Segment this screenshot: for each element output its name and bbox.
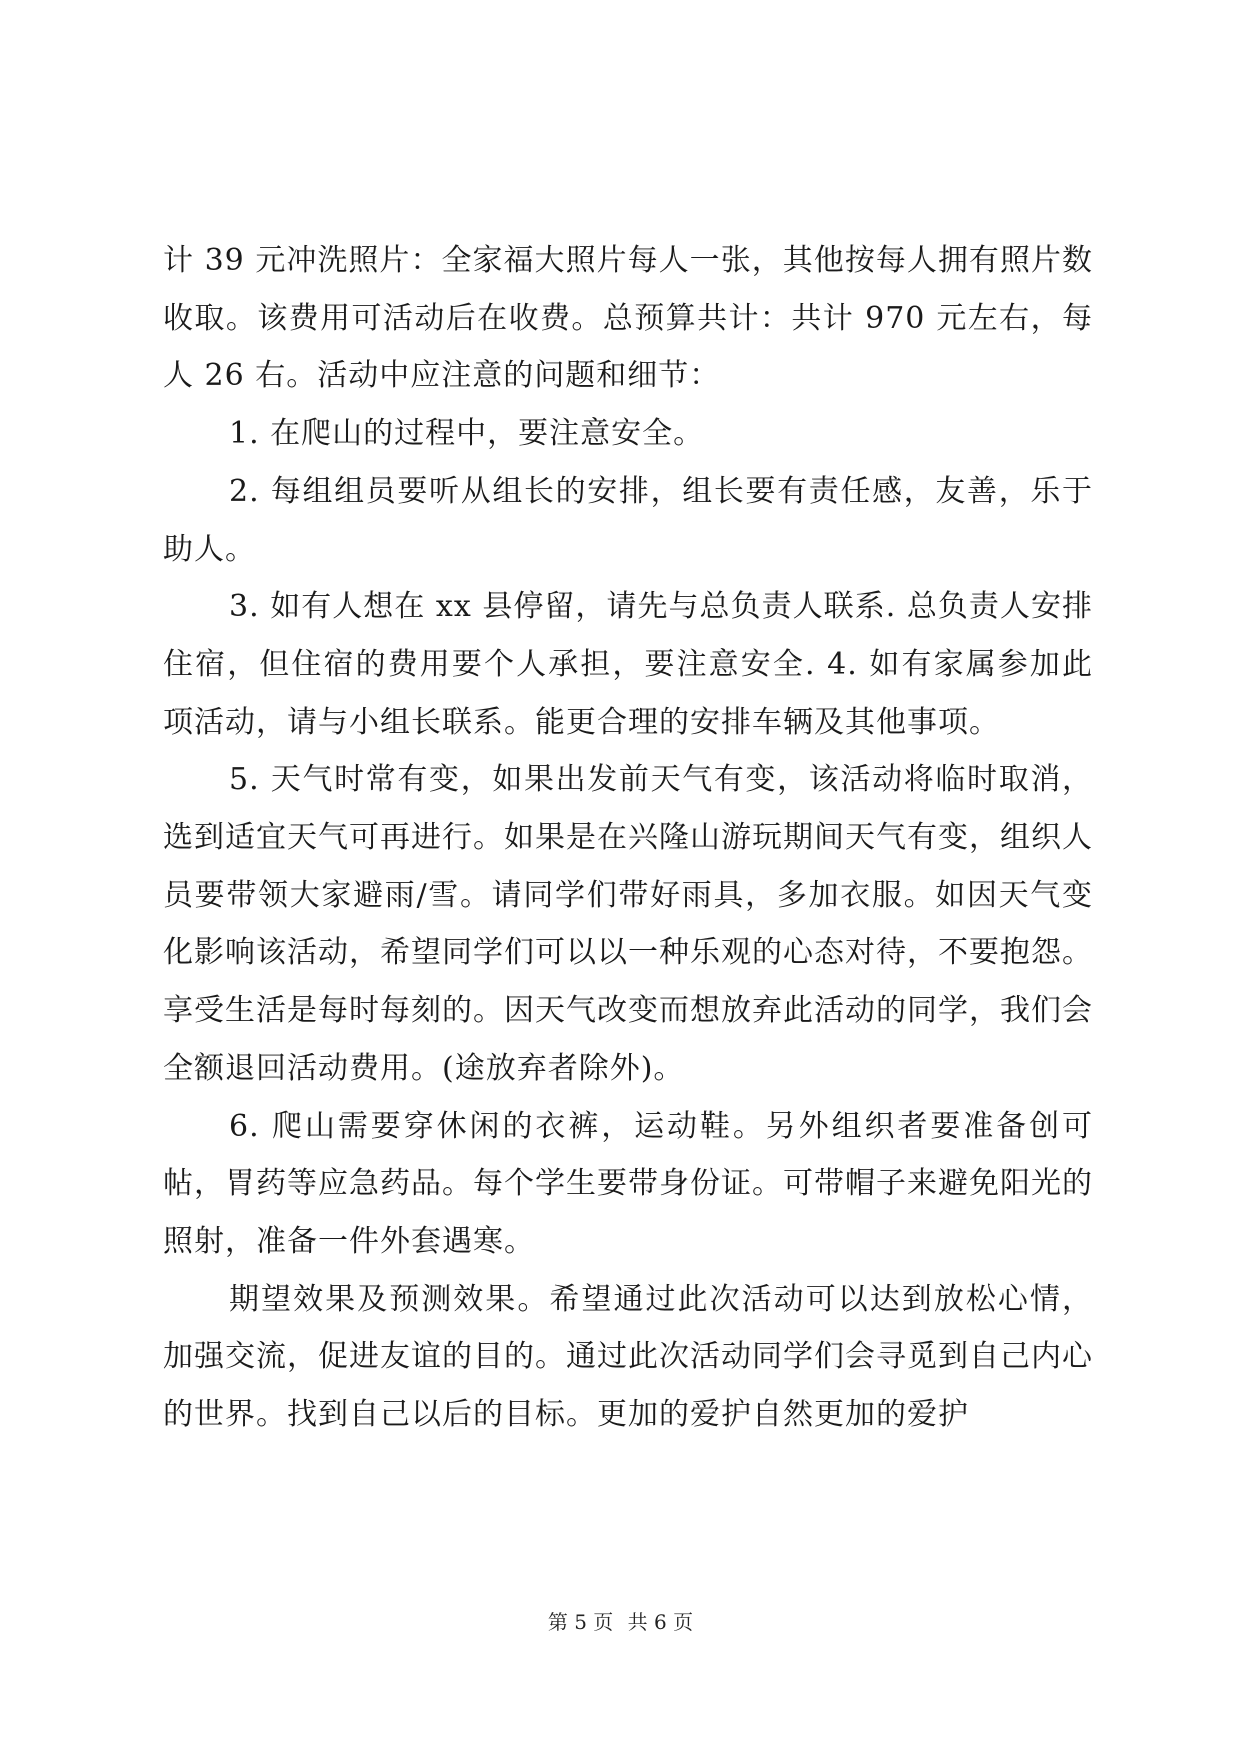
page-number-current: 第 5 页: [547, 1610, 614, 1634]
paragraph-item-3: 3. 如有人想在 xx 县停留，请先与总负责人联系. 总负责人安排住宿，但住宿的费用要个人承担，要注意安全. 4. 如有家属参加此项活动，请与小组长联系。能更合理的安排车辆及其他事项。: [163, 589, 1093, 740]
paragraph-item-6: 6. 爬山需要穿休闲的衣裤，运动鞋。另外组织者要准备创可帖，胃药等应急药品。每个学生要带身份证。可带帽子来避免阳光的照射，准备一件外套遇寒。: [163, 1108, 1093, 1259]
paragraph-item-5: 5. 天气时常有变，如果出发前天气有变，该活动将临时取消，选到适宜天气可再进行。如果是在兴隆山游玩期间天气有变，组织人员要带领大家避雨/雪。请同学们带好雨具，多加衣服。如因天气变化影响该活动，希望同学们可以以一种乐观的心态对待，不要抱怨。享受生活是每时每刻的。因天气改变而想放弃此活动的同学，我们会全额退回活动费用。(途放弃者除外)。: [163, 762, 1093, 1086]
page-footer: [0, 1606, 1241, 1635]
paragraph-item-2: 2. 每组组员要听从组长的安排，组长要有责任感，友善，乐于助人。: [163, 473, 1093, 567]
paragraph-budget: 计 39 元冲洗照片：全家福大照片每人一张，其他按每人拥有照片数收取。该费用可活动后在收费。总预算共计：共计 970 元左右，每人 26 右。活动中应注意的问题和细节：: [163, 243, 1093, 394]
page-number-total: 共 6 页: [627, 1610, 694, 1634]
document-body: [163, 232, 1093, 1444]
paragraph-item-1: 1. 在爬山的过程中，要注意安全。: [229, 416, 705, 452]
paragraph-expected-effect: 期望效果及预测效果。希望通过此次活动可以达到放松心情，加强交流，促进友谊的目的。通过此次活动同学们会寻觅到自己内心的世界。找到自己以后的目标。更加的爱护自然更加的爱护: [163, 1281, 1093, 1433]
